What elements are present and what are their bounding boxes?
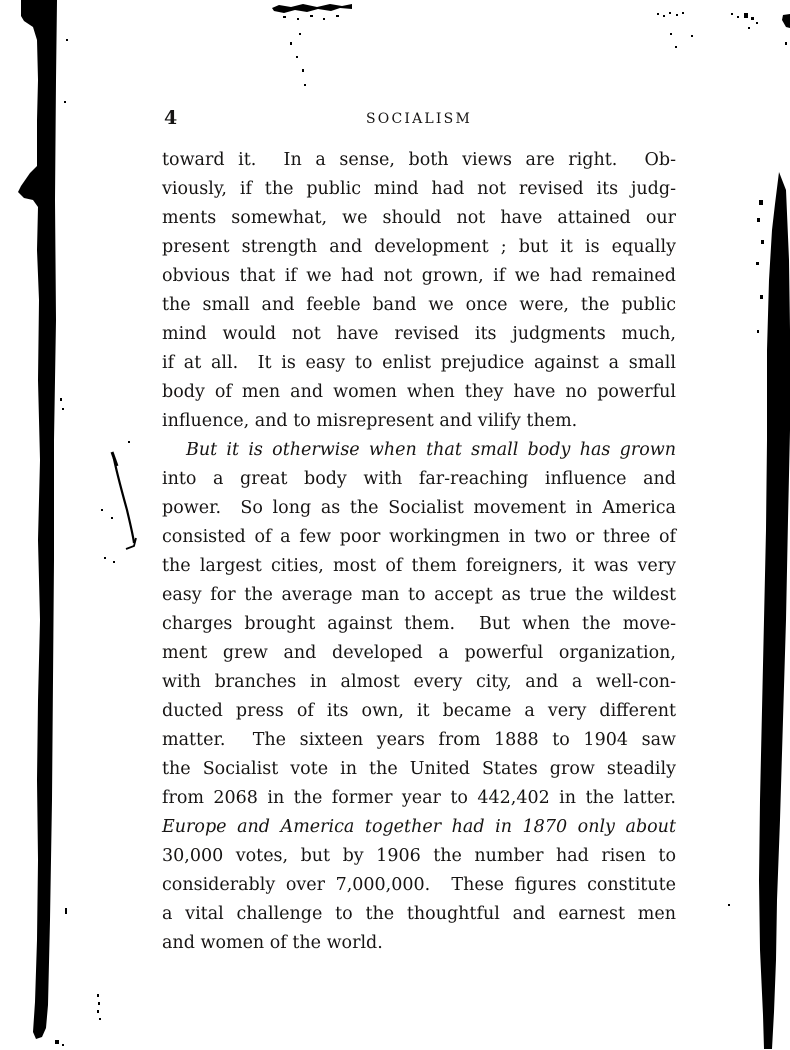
text-line: But it is otherwise when that small body has grown xyxy=(186,440,676,460)
right-binding-bar-artifact xyxy=(756,172,790,1049)
text-line: into a great body with far-reaching influence and xyxy=(162,469,676,489)
text-line: consisted of a few poor workingmen in two or three of xyxy=(162,527,676,547)
top-edge-smudge-artifact xyxy=(272,4,352,86)
text-line: and women of the world. xyxy=(162,933,383,953)
text-line: Europe and America together had in 1870 only about xyxy=(162,817,676,837)
text-line: influence, and to misrepresent and vilify them. xyxy=(162,411,578,431)
top-right-corner-mark xyxy=(782,14,790,28)
text-line: from 2068 in the former year to 442,402 in the latter. xyxy=(162,788,676,808)
left-binding-bar-artifact xyxy=(18,0,57,1039)
text-block xyxy=(162,146,676,958)
text-line: the small and feeble band we once were, the public xyxy=(162,295,676,315)
text-line: a vital challenge to the thoughtful and earnest men xyxy=(162,904,676,924)
text-line: ducted press of its own, it became a very different xyxy=(162,701,676,721)
text-line: easy for the average man to accept as true the wildest xyxy=(162,585,676,605)
text-line: the Socialist vote in the United States grow steadily xyxy=(162,759,676,779)
text-line: matter. The sixteen years from 1888 to 1904 saw xyxy=(162,730,676,750)
text-line: obvious that if we had not grown, if we had remained xyxy=(162,266,676,286)
text-line: ment grew and developed a powerful organization, xyxy=(162,643,676,663)
text-line: charges brought against them. But when the move- xyxy=(162,614,676,634)
running-title: SOCIALISM xyxy=(366,111,472,127)
text-line: toward it. In a sense, both views are right. Ob- xyxy=(162,150,676,170)
page-number: 4 xyxy=(164,107,178,129)
text-line: body of men and women when they have no powerful xyxy=(162,382,676,402)
text-line: if at all. It is easy to enlist prejudice against a small xyxy=(162,353,676,373)
margin-pen-mark xyxy=(112,452,136,549)
text-line: mind would not have revised its judgments much, xyxy=(162,324,676,344)
text-line: present strength and development ; but it is equally xyxy=(162,237,676,257)
text-line: considerably over 7,000,000. These figures constitute xyxy=(162,875,676,895)
text-line: power. So long as the Socialist movement in America xyxy=(162,498,676,518)
text-line: 30,000 votes, but by 1906 the number had risen to xyxy=(162,846,676,866)
page-header xyxy=(162,106,676,134)
text-line: with branches in almost every city, and a well-con- xyxy=(162,672,676,692)
text-line: the largest cities, most of them foreigners, it was very xyxy=(162,556,676,576)
text-line: ments somewhat, we should not have attained our xyxy=(162,208,676,228)
text-line: viously, if the public mind had not revised its judg- xyxy=(162,179,676,199)
